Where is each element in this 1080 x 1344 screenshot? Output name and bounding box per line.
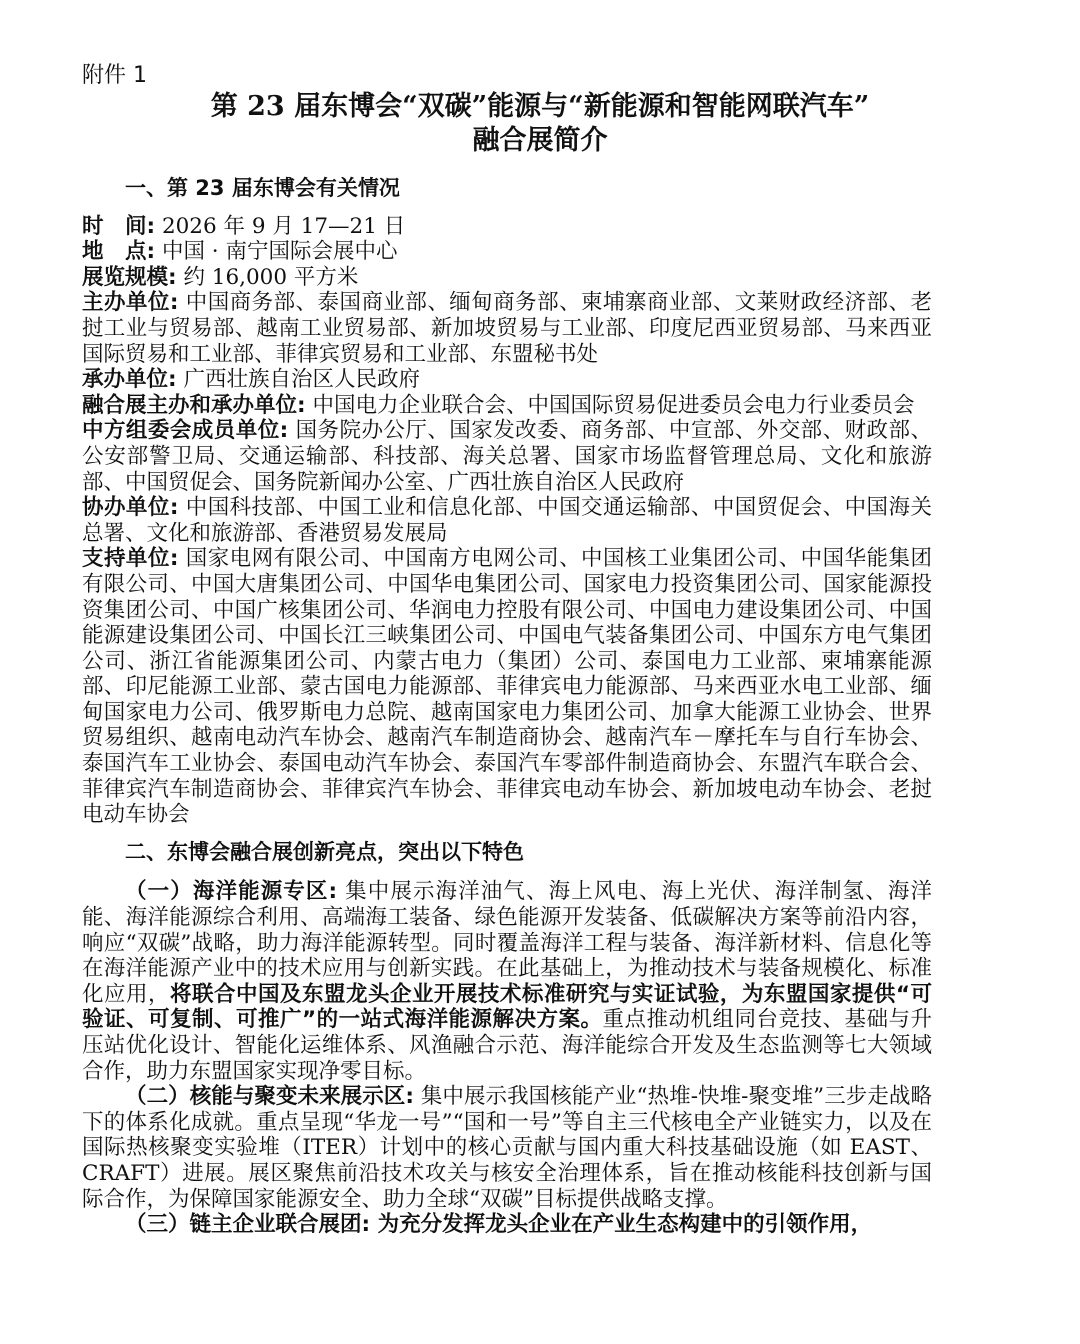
- feature-chain-leaders-text: 为充分发挥龙头企业在产业生态构建中的引领作用，: [370, 1212, 873, 1238]
- info-support: [82, 546, 932, 828]
- info-time-label: 时 间:: [82, 213, 156, 239]
- info-committee: [82, 418, 932, 495]
- section-1-heading: 一、第 23 届东博会有关情况: [125, 176, 400, 200]
- feature-ocean-energy-label: （一）海洋能源专区:: [125, 879, 338, 905]
- info-place: [82, 239, 932, 265]
- feature-nuclear-fusion-label: （二）核能与聚变未来展示区:: [125, 1084, 414, 1110]
- feature-nuclear-fusion-text: 集中展示我国核能产业“热堆-快堆-聚变堆”三步走战略下的体系化成就。重点呈现“华龙一号”“国和一号”等自主三代核电全产业链实力，以及在国际热核聚变实验堆（ITER）计划中的核心贡献与国内重大科技基础设施（如 EAST、CRAFT）进展。展区聚焦前沿技术攻关与核安全治理体系，旨在推动核能科技创新与国际合作，为保障国家能源安全、助力全球“双碳”目标提供战略支撑。: [82, 1084, 932, 1212]
- feature-ocean-energy-emphasis: 将联合中国及东盟龙头企业开展技术标准研究与实证试验，为东盟国家提供“可验证、可复制、可推广”的一站式海洋能源解决方案。: [82, 981, 932, 1033]
- info-time: [82, 214, 932, 240]
- feature-chain-leaders: [82, 1212, 932, 1238]
- info-organizer-label: 承办单位:: [82, 367, 177, 393]
- info-support-value: 国家电网有限公司、中国南方电网公司、中国核工业集团公司、中国华能集团有限公司、中国大唐集团公司、中国华电集团公司、国家电力投资集团公司、国家能源投资集团公司、中国广核集团公司、华润电力控股有限公司、中国电力建设集团公司、中国能源建设集团公司、中国长江三峡集团公司、中国电气装备集团公司、中国东方电气集团公司、浙江省能源集团公司、内蒙古电力（集团）公司、泰国电力工业部、柬埔寨能源部、印尼能源工业部、蒙古国电力能源部、菲律宾电力能源部、马来西亚水电工业部、缅甸国家电力公司、俄罗斯电力总院、越南国家电力集团公司、加拿大能源工业协会、世界贸易组织、越南电动汽车协会、越南汽车制造商协会、越南汽车－摩托车与自行车协会、泰国汽车工业协会、泰国电动汽车协会、泰国汽车零部件制造商协会、东盟汽车联合会、菲律宾汽车制造商协会、菲律宾汽车协会、菲律宾电动车协会、新加坡电动车协会、老挝电动车协会: [82, 546, 932, 828]
- info-host-value: 中国商务部、泰国商业部、缅甸商务部、柬埔寨商业部、文莱财政经济部、老挝工业与贸易部、越南工业贸易部、新加坡贸易与工业部、印度尼西亚贸易部、马来西亚国际贸易和工业部、菲律宾贸易和工业部、东盟秘书处: [82, 290, 932, 367]
- document-title-line-2: 融合展简介: [472, 125, 608, 156]
- info-place-value: 中国 · 南宁国际会展中心: [161, 239, 398, 265]
- info-fusion-host-label: 融合展主办和承办单位:: [82, 392, 306, 418]
- feature-ocean-energy: [82, 879, 932, 1084]
- info-scale-label: 展览规模:: [82, 264, 177, 290]
- feature-ocean-energy-text-b: 重点推动机组同台竞技、基础与升压站优化设计、智能化运维体系、风渔融合示范、海洋能综合开发及生态监测等七大领域合作，助力东盟国家实现净零目标。: [82, 1007, 932, 1084]
- info-co-organizer: [82, 495, 932, 546]
- feature-ocean-energy-text-a: 集中展示海洋油气、海上风电、海上光伏、海洋制氢、海洋能、海洋能源综合利用、高端海工装备、绿色能源开发装备、低碳解决方案等前沿内容，响应“双碳”战略，助力海洋能源转型。同时覆盖海洋工程与装备、海洋新材料、信息化等在海洋能源产业中的技术应用与创新实践。在此基础上，为推动技术与装备规模化、标准化应用，: [82, 879, 932, 1007]
- info-host-label: 主办单位:: [82, 290, 179, 316]
- info-fusion-host: [82, 393, 932, 419]
- info-fusion-host-value: 中国电力企业联合会、中国国际贸易促进委员会电力行业委员会: [312, 392, 915, 418]
- info-place-label: 地 点:: [82, 239, 156, 265]
- info-scale: [82, 265, 932, 291]
- info-committee-value: 国务院办公厅、国家发改委、商务部、中宣部、外交部、财政部、公安部警卫局、交通运输部、科技部、海关总署、国家市场监督管理总局、文化和旅游部、中国贸促会、国务院新闻办公室、广西壮族自治区人民政府: [82, 418, 932, 495]
- info-organizer-value: 广西壮族自治区人民政府: [183, 367, 420, 393]
- section-2-heading: 二、东博会融合展创新亮点，突出以下特色: [125, 839, 524, 864]
- document-body: [82, 174, 932, 1238]
- info-co-organizer-value: 中国科技部、中国工业和信息化部、中国交通运输部、中国贸促会、中国海关总署、文化和旅游部、香港贸易发展局: [82, 495, 932, 546]
- info-support-label: 支持单位:: [82, 546, 179, 572]
- info-scale-value: 约 16,000 平方米: [183, 264, 359, 290]
- feature-chain-leaders-label: （三）链主企业联合展团:: [125, 1212, 371, 1238]
- info-time-value: 2026 年 9 月 17—21 日: [161, 213, 406, 239]
- document-title-line-1: 第 23 届东博会“双碳”能源与“新能源和智能网联汽车”: [210, 91, 870, 122]
- info-co-organizer-label: 协办单位:: [82, 495, 179, 521]
- info-host: [82, 290, 932, 367]
- info-organizer: [82, 367, 932, 393]
- attachment-label: 附件 1: [82, 63, 147, 88]
- feature-nuclear-fusion: [82, 1084, 932, 1212]
- info-committee-label: 中方组委会成员单位:: [82, 418, 289, 444]
